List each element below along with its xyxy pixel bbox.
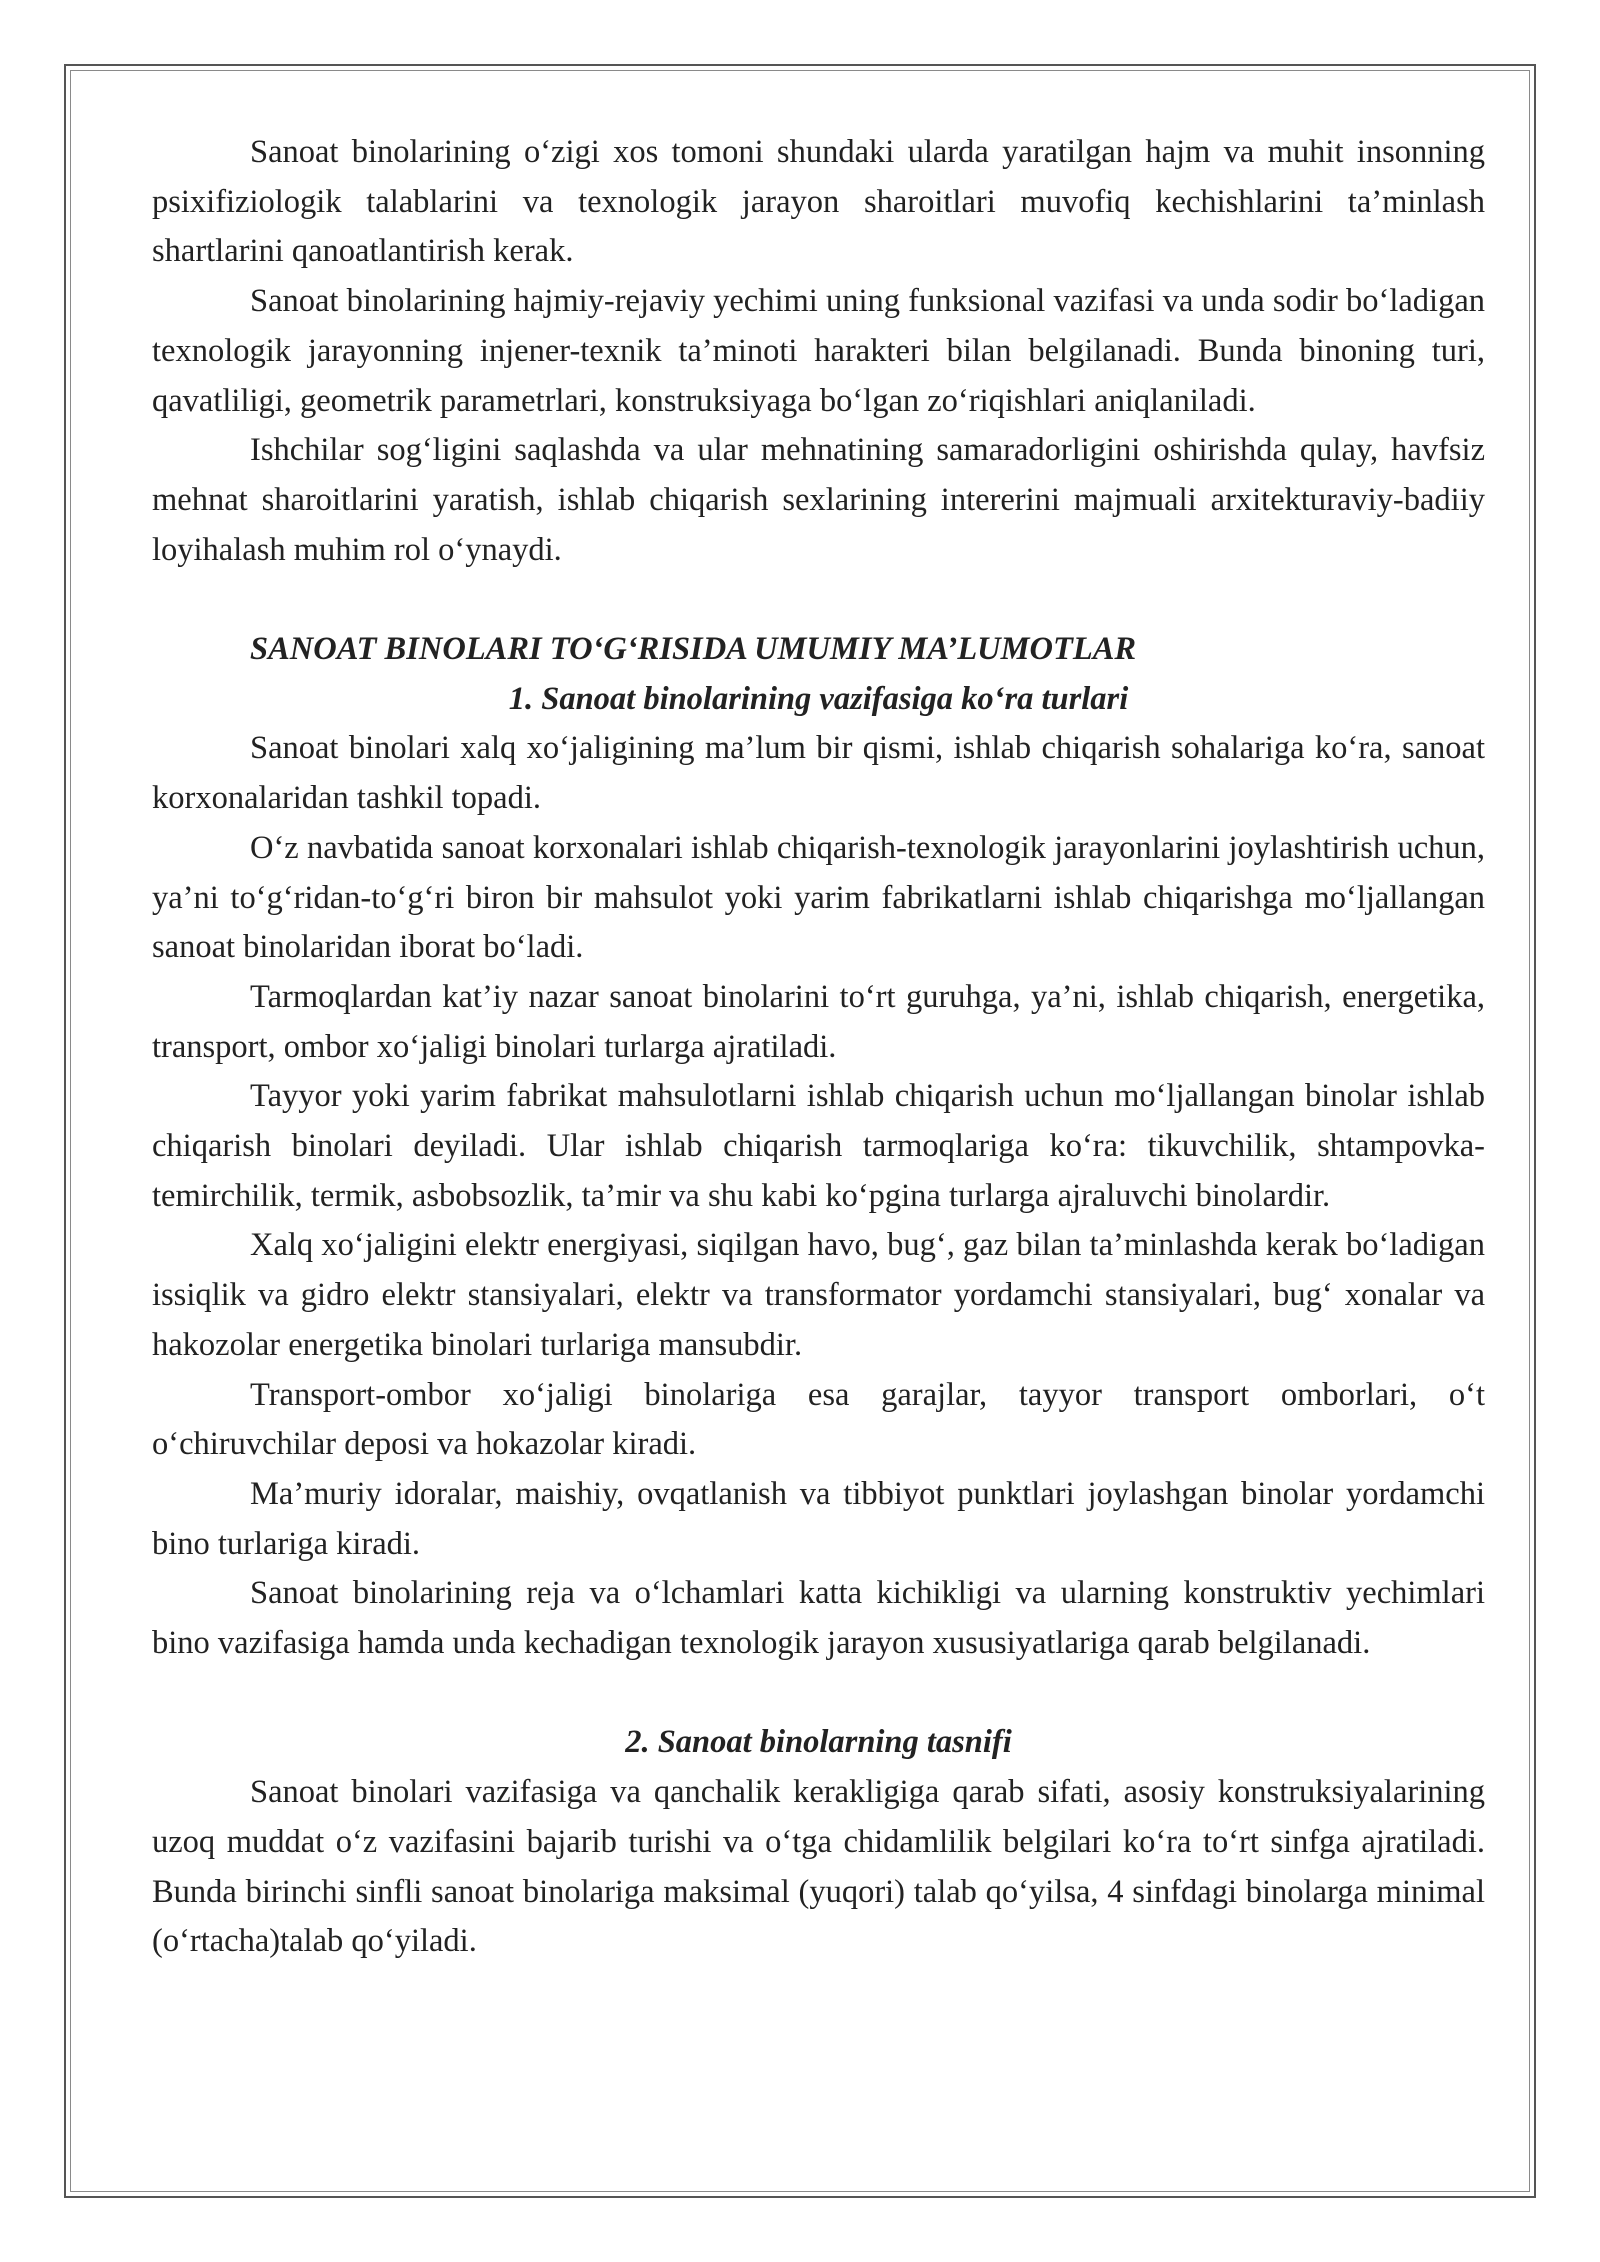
section-1-paragraph-3: Tarmoqlardan kat’iy nazar sanoat binolarini to‘rt guruhga, ya’ni, ishlab chiqarish, energetika, transport, ombor xo‘jaligi binolari turlarga ajratiladi. — [152, 978, 1485, 1065]
section-1-paragraph-4: Tayyor yoki yarim fabrikat mahsulotlarni ishlab chiqarish uchun mo‘ljallangan binolar ishlab chiqarish binolari deyiladi. Ular ishlab chiqarish tarmoqlariga ko‘ra: tikuvchilik, shtampovka-temirchilik, termik, asbobsozlik, ta’mir va shu kabi ko‘pgina turlarga ajraluvchi binolardir. — [152, 1078, 1485, 1214]
section-1-paragraph-6: Transport-ombor xo‘jaligi binolariga esa garajlar, tayyor transport omborlari, o‘t o‘chiruvchilar deposi va hokazolar kiradi. — [152, 1376, 1485, 1463]
section-spacer — [152, 575, 1485, 625]
document-body — [152, 128, 1485, 1967]
section-1-paragraph-2: O‘z navbatida sanoat korxonalari ishlab chiqarish-texnologik jarayonlarini joylashtirish uchun, ya’ni to‘g‘ridan-to‘g‘ri biron bir mahsulot yoki yarim fabrikatlarni ishlab chiqarishga mo‘ljallangan sanoat binolaridan iborat bo‘ladi. — [152, 829, 1485, 966]
section-1-paragraph-1: Sanoat binolari xalq xo‘jaligining ma’lum bir qismi, ishlab chiqarish sohalariga ko‘ra, sanoat korxonalaridan tashkil topadi. — [152, 730, 1485, 817]
section-1-heading: 1. Sanoat binolarining vazifasiga ko‘ra turlari — [508, 680, 1129, 717]
section-2-heading: 2. Sanoat binolarning tasnifi — [625, 1724, 1012, 1761]
section-1-paragraph-7: Ma’muriy idoralar, maishiy, ovqatlanish va tibbiyot punktlari joylashgan binolar yordamchi bino turlariga kiradi. — [152, 1475, 1485, 1562]
main-heading: SANOAT BINOLARI TO‘G‘RISIDA UMUMIY MA’LUMOTLAR — [250, 631, 1137, 668]
section-spacer — [152, 1669, 1485, 1719]
intro-paragraph-1: Sanoat binolarining o‘zigi xos tomoni shundaki ularda yaratilgan hajm va muhit insonning psixifiziologik talablarini va texnologik jarayon sharoitlari muvofiq kechishlarini ta’minlash shartlarini qanoatlantirish kerak. — [152, 134, 1485, 270]
section-2-paragraph-1: Sanoat binolari vazifasiga va qanchalik kerakligiga qarab sifati, asosiy konstruksiyalarining uzoq muddat o‘z vazifasini bajarib turishi va o‘tga chidamlilik belgilari ko‘ra to‘rt sinfga ajratiladi. Bunda birinchi sinfli sanoat binolariga maksimal (yuqori) talab qo‘yilsa, 4 sinfdagi binolarga minimal (o‘rtacha)talab qo‘yiladi. — [152, 1774, 1485, 1960]
section-1-paragraph-8: Sanoat binolarining reja va o‘lchamlari katta kichikligi va ularning konstruktiv yechimlari bino vazifasiga hamda unda kechadigan texnologik jarayon xususiyatlariga qarab belgilanadi. — [152, 1575, 1485, 1662]
intro-paragraph-2: Sanoat binolarining hajmiy-rejaviy yechimi uning funksional vazifasi va unda sodir bo‘ladigan texnologik jarayonning injener-texnik ta’minoti harakteri bilan belgilanadi. Bunda binoning turi, qavatliligi, geometrik parametrlari, konstruksiyaga bo‘lgan zo‘riqishlari aniqlaniladi. — [152, 283, 1485, 419]
section-1-paragraph-5: Xalq xo‘jaligini elektr energiyasi, siqilgan havo, bug‘, gaz bilan ta’minlashda kerak bo‘ladigan issiqlik va gidro elektr stansiyalari, elektr va transformator yordamchi stansiyalari, bug‘ xonalar va hakozolar energetika binolari turlariga mansubdir. — [152, 1227, 1485, 1363]
intro-paragraph-3: Ishchilar sog‘ligini saqlashda va ular mehnatining samaradorligini oshirishda qulay, havfsiz mehnat sharoitlarini yaratish, ishlab chiqarish sexlarining intererini majmuali arxitekturaviy-badiiy loyihalash muhim rol o‘ynaydi. — [152, 432, 1485, 568]
